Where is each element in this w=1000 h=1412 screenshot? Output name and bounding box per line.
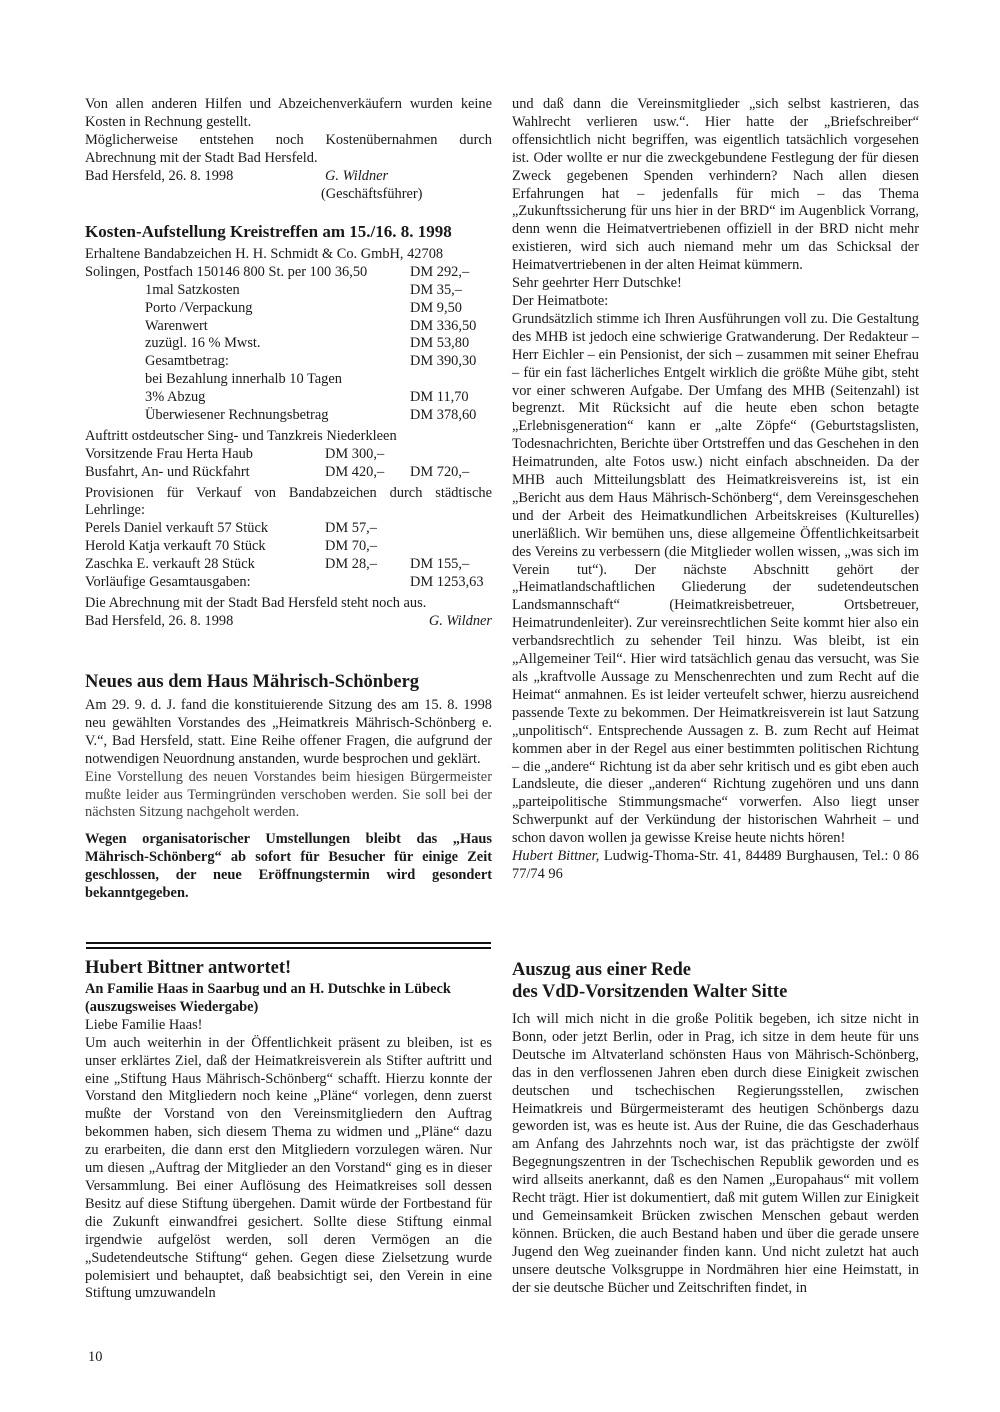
article-title: des VdD-Vorsitzenden Walter Sitte	[512, 982, 788, 1002]
paragraph: Von allen anderen Hilfen und Abzeichenverkäufern wurden keine Kosten in Rechnung gestellt.	[85, 96, 492, 130]
paragraph: Grundsätzlich stimme ich Ihren Ausführungen voll zu. Die Gestaltung des MHB ist jedoch eine schwierige Gratwanderung. Der Redakteur – Herr Eichler – ein Pensionist, der sich – zusammen mit seiner Ehefrau – für ein fast lächerliches Entgelt wirklich die größte Mühe gibt, steht vor einer schweren Aufgabe. Der Umfang des MHB (Seitenzahl) ist begrenzt. Mit Rücksicht auf die heute eben schon betagte „Erlebnisgeneration“ kann er „alte Zöpfe“ (Geburtstagslisten, Todesnachrichten, Berichte über Ortstreffen und das Geschehen in den Heimatrunden, alte Fotos usw.) nicht einfach abschneiden. Da der MHB auch Mitteilungsblatt des Heimatkreisvereins ist, ist ein „Bericht aus dem Haus Mährisch-Schönberg“, dem Vereinsgeschehen und der Arbeit des Heimatkundlichen Arbeitskreises (Kulturelles) unerläßlich. Wir bemühen uns, diese allgemeine Öffentlichkeitsarbeit des Vereins zu verbessern (die Mitglieder wollen wissen, „was sich im Verein tut“). Der nächste Abschnitt gehört der „Heimatlandschaftlichen Gliederung der sudetendeutschen Landsmannschaft“ (Heimatkreisbetreuer, Ortsbetreuer, Heimatrundenleiter). Zur vereinsrechtlichen Seite kommt hier also ein verbandsrechtlich zu sehender Teil hinzu. Was bleibt, ist ein „Allgemeiner Teil“. Hier wird tatsächlich genau das versucht, was Sie als „kraftvolle Aussage zu Menschenrechten und zum Recht auf die Heimat“ anmahnen. Es ist leider verteufelt schwer, hierzu ausreichend passende Texte zu bekommen. Der Heimatkreisverein ist laut Satzung „unpolitisch“. Entsprechende Aussagen z. B. zum Recht auf Heimat kommen aber in der Regel aus einer bestimmten politischen Richtung – die „andere“ Richtung ist da aber sehr kritisch und es gibt eben auch Landsleute, die dieser „anderen“ Richtung zugehören und uns dann „parteipolitische Stimmungsmache“ vorwerfen. Also liegt unser Schwerpunkt auf der Verkündung der historischen Wahrheit – und schon davon wollen ja gewisse Kreise heute nichts hören!	[512, 310, 919, 847]
cost-item-label: Überwiesener Rechnungsbetrag	[145, 407, 329, 424]
dance-amount: DM 300,–	[325, 445, 385, 462]
cost-amount: DM 292,–	[410, 263, 470, 280]
article-title: Auszug aus einer Rede	[512, 960, 692, 980]
cost-item-label: Gesamtbetrag:	[145, 353, 229, 370]
dance-label: Busfahrt, An- und Rückfahrt	[85, 463, 250, 480]
cost-intro-text: Erhaltene Bandabzeichen H. H. Schmidt & Co. GmbH, 42708	[85, 246, 444, 262]
cost-total-amount: DM 1253,63	[410, 574, 484, 591]
cost-intro-text: Solingen, Postfach 150146 800 St. per 100 36,50	[85, 263, 368, 280]
cost-item-amount: DM 11,70	[410, 389, 469, 406]
divider-rule	[86, 947, 491, 949]
provision-row	[85, 538, 492, 556]
cost-intro-line	[85, 246, 492, 264]
article-subtitle: An Familie Haas in Saarbug und an H. Dutschke in Lübeck	[85, 981, 451, 997]
cost-item-amount: DM 35,–	[410, 281, 462, 298]
page-number: 10	[88, 1349, 103, 1365]
article-subtitle: (auszugsweises Wiedergabe)	[85, 998, 259, 1015]
provision-label: Zaschka E. verkauft 28 Stück	[85, 556, 255, 573]
salutation: Liebe Familie Haas!	[85, 1016, 203, 1033]
dance-label: Vorsitzende Frau Herta Haub	[85, 445, 253, 462]
paragraph-bold: Wegen organisatorischer Umstellungen bleibt das „Haus Mährisch-Schönberg“ ab sofort für Besucher für einige Zeit geschlossen, der neue Eröffnungstermin wird gesondert bekanntgegeben.	[85, 831, 492, 902]
paragraph: Eine Vorstellung des neuen Vorstandes beim hiesigen Bürgermeister mußte leider aus Termingründen verschoben werden. Sie soll bei der nächsten Sitzung nachgeholt werden.	[85, 768, 492, 821]
salutation: Sehr geehrter Herr Dutschke!	[512, 275, 682, 292]
cost-item-label: 3% Abzug	[145, 389, 206, 406]
cost-item-row	[85, 318, 492, 336]
cost-item-row	[85, 353, 492, 371]
paragraph: und daß dann die Vereinsmitglieder „sich selbst kastrieren, das Wahlrecht verlieren usw.“. Hier hatte der „Briefschreiber“ offensichtlich nicht begriffen, was eigentlich tatsächlich vorgesehen ist. Oder wollte er nur die zweckgebundene Festlegung der für diesen Zweck gegebenen Spenden verhindern? Nach allen diesen Erfahrungen hat – jedenfalls für mich – das Thema „Zukunftssicherung für uns hier in der BRD“ im Augenblick Vorrang, denn wenn die Heimatvertriebenen offiziell in der BRD nicht mehr existieren, wird sich auch niemand mehr um das Schicksal der Heimatvertriebenen in der alten Heimat kümmern.	[512, 96, 919, 274]
signature: G. Wildner	[428, 612, 492, 629]
article-title: Neues aus dem Haus Mährisch-Schönberg	[85, 672, 420, 692]
article-title: Hubert Bittner antwortet!	[85, 958, 292, 978]
provision-title: Provisionen für Verkauf von Bandabzeichen durch städtische Lehrlinge:	[85, 484, 492, 519]
place-date-signature	[85, 168, 492, 186]
left-column-top	[85, 96, 492, 203]
author-address: Ludwig-Thoma-Str. 41, 84489 Burghausen, Tel.: 0 86 77/74 96	[512, 848, 919, 882]
label: Der Heimatbote:	[512, 292, 609, 309]
right-column-letter	[512, 96, 919, 884]
dance-row	[85, 446, 492, 464]
paragraph: Ich will mich nicht in die große Politik begeben, ich sitze nicht in Bonn, oder jetzt Berlin, oder in Prag, ich sitze in dem heute für uns Deutsche im Altvaterland schönsten Haus von Mährisch-Schönberg, das in den verflossenen Jahren eben durch diese Einigkeit zwischen deutschen und tschechischen Regierungsstellen, zwischen Heimatkreis und Bürgermeisteramt des heutigen Schönbergs dazu geworden ist, was es heute ist. Aus der Ruine, die das Geschaderhaus am Anfang des Jahrzehnts noch war, ist das prächtigste der zwölf Begegnungszentren in der Tschechischen Republik geworden und es wird allseits anerkannt, daß es den Namen „Europahaus“ mit vollem Recht trägt. Hier ist dokumentiert, daß mit gutem Willen zur Einigkeit und Gemeinsamkeit Brücken zwischen Menschen gebaut werden können. Brücken, die auch Bestand haben und über die gerade unsere Jugend den Weg zueinander finden kann. Und nicht zuletzt hat auch unsere deutsche Volksgruppe in Nordmähren hier eine Heimstatt, in der sie deutsche Bücher und Zeitschriften findet, in	[512, 1011, 919, 1296]
article-sitte	[512, 959, 919, 1298]
provision-total: DM 155,–	[410, 556, 470, 573]
cost-item-amount: DM 378,60	[410, 407, 477, 424]
cost-item-row	[85, 282, 492, 300]
cost-note: Die Abrechnung mit der Stadt Bad Hersfeld steht noch aus.	[85, 594, 427, 611]
cost-item-label: Warenwert	[145, 317, 208, 334]
article-haus	[85, 671, 492, 903]
cost-intro-line	[85, 264, 492, 282]
cost-statement	[85, 221, 492, 631]
article-bittner	[85, 957, 492, 1303]
cost-item-amount: DM 9,50	[410, 299, 462, 316]
cost-title: Kosten-Aufstellung Kreistreffen am 15./16. 8. 1998	[85, 222, 452, 241]
cost-item-row	[85, 389, 492, 407]
paragraph: Möglicherweise entstehen noch Kostenübernahmen durch Abrechnung mit der Stadt Bad Hersfeld.	[85, 131, 492, 166]
cost-item-row	[85, 371, 492, 389]
provision-row	[85, 556, 492, 574]
provision-label: Perels Daniel verkauft 57 Stück	[85, 520, 269, 537]
place-date-signature	[85, 613, 492, 631]
divider-rule	[86, 942, 491, 944]
cost-item-label: Porto /Verpackung	[145, 299, 253, 316]
signature: G. Wildner	[325, 167, 389, 184]
dance-total: DM 720,–	[410, 463, 470, 480]
provision-row	[85, 520, 492, 538]
author-name: Hubert Bittner,	[512, 848, 600, 865]
cost-item-label: zuzügl. 16 % Mwst.	[145, 335, 261, 352]
provision-amount: DM 70,–	[325, 538, 377, 555]
cost-item-amount: DM 53,80	[410, 335, 470, 352]
cost-item-amount: DM 336,50	[410, 317, 477, 334]
cost-item-row	[85, 300, 492, 318]
cost-item-row	[85, 335, 492, 353]
provision-amount: DM 28,–	[325, 556, 377, 573]
dance-amount: DM 420,–	[325, 463, 385, 480]
place-date: Bad Hersfeld, 26. 8. 1998	[85, 167, 234, 184]
paragraph: Um auch weiterhin in der Öffentlichkeit präsent zu bleiben, ist es unser erklärtes Ziel, daß der Heimatkreisverein als Stifter auftritt und eine „Stiftung Haus Mährisch-Schönberg“ schafft. Hierzu konnte der Vorstand den Mitgliedern noch keine „Pläne“ vorlegen, denn zuerst mußte der Vorstand von den Vereinsmitgliedern den Auftrag bekommen haben, sich diesem Thema zu widmen und „Pläne“ dazu zu erarbeiten, die dann erst den Mitgliedern vorzulegen wären. Nur um diesen „Auftrag der Mitglieder an den Vorstand“ ging es in dieser Versammlung. Bei einer Auflösung des Heimatkreises soll dessen Besitz auf diese Stiftung übergehen. Damit würde der Fortbestand für die Zukunft einwandfrei gesichert. Sollte diese Stiftung einmal irgendwie aufgelöst werden, soll deren Vermögen an die „Sudetendeutsche Stiftung“ gehen. Gegen diese Zielsetzung wurde polemisiert und behauptet, daß beabsichtigt sei, den Verein in eine Stiftung umzuwandeln	[85, 1034, 492, 1302]
author-line	[512, 848, 919, 884]
cost-item-amount: DM 390,30	[410, 353, 477, 370]
cost-total-row	[85, 574, 492, 592]
cost-item-row	[85, 407, 492, 425]
role: (Geschäftsführer)	[321, 185, 423, 202]
place-date: Bad Hersfeld, 26. 8. 1998	[85, 612, 234, 629]
provision-label: Herold Katja verkauft 70 Stück	[85, 538, 266, 555]
paragraph: Am 29. 9. d. J. fand die konstituierende Sitzung des am 15. 8. 1998 neu gewählten Vorstandes des „Heimatkreis Mährisch-Schönberg e. V.“, Bad Hersfeld, statt. Eine Reihe offener Fragen, die aufgrund der notwendigen Neuordnung anstanden, wurde besprochen und geklärt.	[85, 697, 492, 767]
cost-item-label: 1mal Satzkosten	[145, 281, 240, 298]
dance-row	[85, 464, 492, 482]
cost-item-label: bei Bezahlung innerhalb 10 Tagen	[145, 371, 342, 388]
dance-title	[85, 428, 492, 446]
provision-amount: DM 57,–	[325, 520, 377, 537]
dance-title-text: Auftritt ostdeutscher Sing- und Tanzkreis Niederkleen	[85, 427, 397, 444]
cost-total-label: Vorläufige Gesamtausgaben:	[85, 574, 251, 591]
